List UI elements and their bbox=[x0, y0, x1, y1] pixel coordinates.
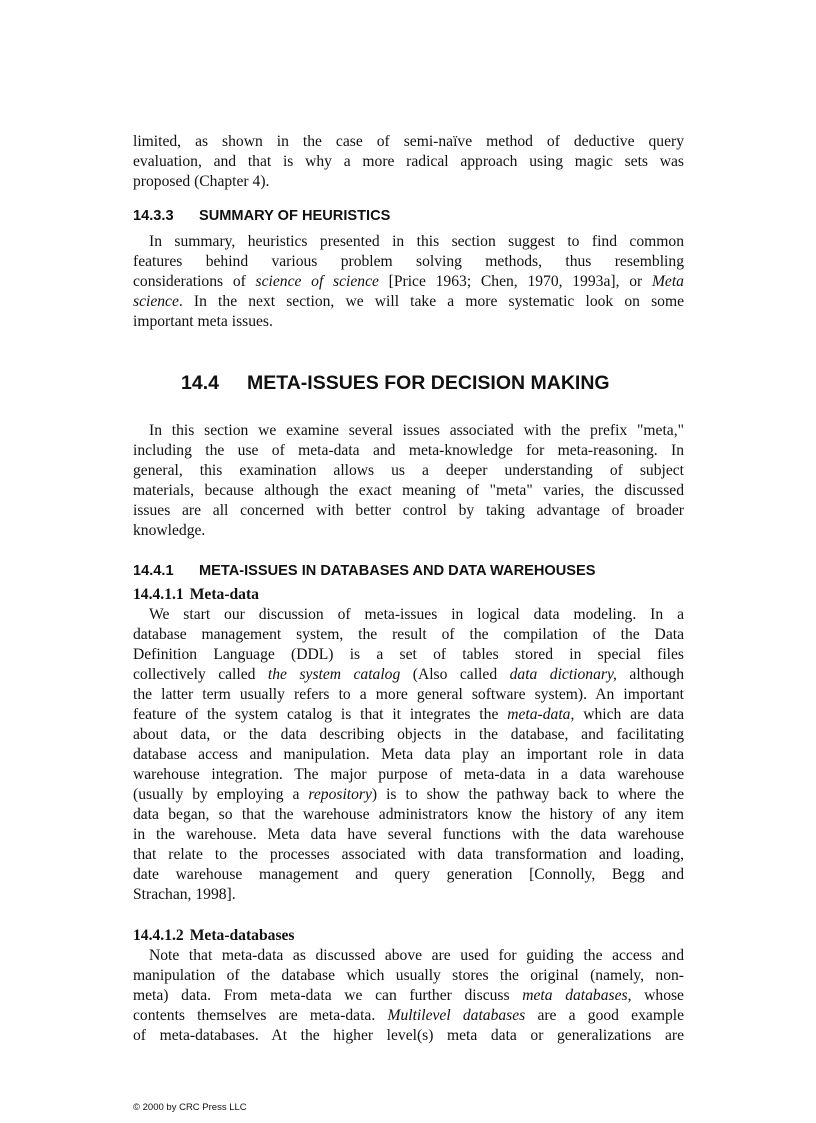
text-segment: warehouse integration. The major purpose of meta-data in a data warehouse bbox=[133, 766, 684, 783]
text-segment: , which are data bbox=[570, 706, 684, 723]
text-segment: features behind various problem solving methods, thus resembling bbox=[133, 253, 684, 270]
text-segment: about data, or the data describing objects in the database, and facilitating bbox=[133, 726, 684, 743]
text-line bbox=[133, 461, 684, 481]
text-segment: Definition Language (DDL) is a set of tables stored in special files bbox=[133, 646, 684, 663]
italic-term: repository bbox=[308, 786, 372, 803]
text-line bbox=[133, 521, 684, 541]
text-line bbox=[133, 966, 684, 986]
subsection-number: 14.4.1.2 bbox=[133, 927, 184, 944]
italic-term: science of science bbox=[255, 273, 379, 290]
section-title: SUMMARY OF HEURISTICS bbox=[199, 208, 391, 224]
paragraph-summary bbox=[133, 232, 684, 332]
italic-term: science bbox=[133, 293, 179, 310]
paragraph-meta-databases bbox=[133, 946, 684, 1046]
text-segment: although bbox=[616, 666, 684, 683]
section-number: 14.4 bbox=[181, 372, 219, 394]
text-line bbox=[133, 845, 684, 865]
paragraph-meta-issues-intro bbox=[133, 421, 684, 541]
text-segment: database access and manipulation. Meta data play an important role in data bbox=[133, 746, 684, 763]
text-segment: in the warehouse. Meta data have several functions with the data warehouse bbox=[133, 826, 684, 843]
text-line bbox=[133, 481, 684, 501]
text-line bbox=[133, 745, 684, 765]
text-segment: knowledge. bbox=[133, 522, 206, 539]
italic-term: meta-data bbox=[507, 706, 571, 723]
text-line bbox=[133, 785, 684, 805]
text-segment: contents themselves are meta-data. bbox=[133, 1007, 388, 1024]
text-line bbox=[133, 946, 684, 966]
section-number: 14.4.1 bbox=[133, 563, 174, 579]
subsection-heading-14-4-1-1 bbox=[133, 585, 684, 605]
subsection-title: Meta-databases bbox=[189, 927, 295, 944]
text-line bbox=[133, 725, 684, 745]
section-title: META-ISSUES IN DATABASES AND DATA WAREHOUSES bbox=[199, 563, 596, 579]
text-segment: considerations of bbox=[133, 273, 256, 290]
italic-term: meta databases bbox=[522, 987, 628, 1004]
text-line bbox=[133, 805, 684, 825]
text-segment: Note that meta-data as discussed above are used for guiding the access and bbox=[149, 947, 684, 964]
text-segment: are a good example bbox=[525, 1007, 684, 1024]
section-heading-14-4-1 bbox=[133, 561, 684, 581]
text-segment: (usually by employing a bbox=[133, 786, 309, 803]
text-line bbox=[133, 765, 684, 785]
text-segment: data began, so that the warehouse administrators know the history of any item bbox=[133, 806, 684, 823]
text-segment: of meta-databases. At the higher level(s) meta data or generalizations are bbox=[133, 1027, 684, 1044]
text-line bbox=[133, 865, 684, 885]
text-segment: important meta issues. bbox=[133, 313, 273, 330]
text-segment: , whose bbox=[627, 987, 684, 1004]
text-line bbox=[133, 421, 684, 441]
text-segment: materials, because although the exact meaning of "meta" varies, the discussed bbox=[133, 482, 684, 499]
text-segment: . In the next section, we will take a more systematic look on some bbox=[178, 293, 684, 310]
paragraph-intro-continuation bbox=[133, 132, 684, 192]
text-segment: feature of the system catalog is that it integrates the bbox=[133, 706, 508, 723]
text-segment: meta) data. From meta-data we can further discuss bbox=[133, 987, 523, 1004]
text-line bbox=[133, 825, 684, 845]
section-title: META-ISSUES FOR DECISION MAKING bbox=[247, 372, 610, 394]
text-segment: Strachan, 1998]. bbox=[133, 886, 236, 903]
subsection-heading-14-4-1-2 bbox=[133, 926, 684, 946]
text-segment: collectively called bbox=[133, 666, 268, 683]
text-line bbox=[133, 172, 684, 192]
text-line bbox=[133, 501, 684, 521]
text-segment: [Price 1963; Chen, 1970, 1993a], or bbox=[378, 273, 652, 290]
italic-term: the system catalog bbox=[267, 666, 401, 683]
text-segment: In this section we examine several issues associated with the prefix "meta," bbox=[149, 422, 684, 439]
text-line bbox=[133, 1026, 684, 1046]
text-line bbox=[133, 605, 684, 625]
text-segment: (Also called bbox=[400, 666, 510, 683]
text-segment: that relate to the processes associated with data transformation and loading, bbox=[133, 846, 684, 863]
text-line bbox=[133, 986, 684, 1006]
italic-term: Meta bbox=[651, 273, 684, 290]
text-segment: limited, as shown in the case of semi-naïve method of deductive query bbox=[133, 133, 684, 150]
text-segment: We start our discussion of meta-issues in logical data modeling. In a bbox=[149, 606, 684, 623]
text-line bbox=[133, 645, 684, 665]
subsection-title: Meta-data bbox=[189, 586, 259, 603]
paragraph-meta-data bbox=[133, 605, 684, 905]
text-segment: general, this examination allows us a deeper understanding of subject bbox=[133, 462, 684, 479]
text-line bbox=[133, 625, 684, 645]
text-line bbox=[133, 152, 684, 172]
text-segment: the latter term usually refers to a more general software system). An important bbox=[133, 686, 684, 703]
text-segment: manipulation of the database which usually stores the original (namely, non- bbox=[133, 967, 684, 984]
text-segment: In summary, heuristics presented in this section suggest to find common bbox=[149, 233, 684, 250]
text-line bbox=[133, 705, 684, 725]
text-line bbox=[133, 885, 684, 905]
text-segment: proposed (Chapter 4). bbox=[133, 173, 270, 190]
text-line bbox=[133, 685, 684, 705]
text-segment: issues are all concerned with better control by taking advantage of broader bbox=[133, 502, 684, 519]
text-line bbox=[133, 1006, 684, 1026]
italic-term: Multilevel databases bbox=[387, 1007, 526, 1024]
text-segment: database management system, the result of the compilation of the Data bbox=[133, 626, 684, 643]
text-line bbox=[133, 441, 684, 461]
text-line bbox=[133, 665, 684, 685]
text-line bbox=[133, 232, 684, 252]
text-line bbox=[133, 272, 684, 292]
text-line bbox=[133, 132, 684, 152]
copyright-footer: © 2000 by CRC Press LLC bbox=[133, 1102, 247, 1113]
section-heading-14-4 bbox=[181, 369, 610, 397]
text-segment: date warehouse management and query generation [Connolly, Begg and bbox=[133, 866, 684, 883]
text-line bbox=[133, 312, 684, 332]
text-segment: evaluation, and that is why a more radical approach using magic sets was bbox=[133, 153, 684, 170]
subsection-number: 14.4.1.1 bbox=[133, 586, 184, 603]
italic-term: data dictionary, bbox=[509, 666, 617, 683]
text-segment: including the use of meta-data and meta-knowledge for meta-reasoning. In bbox=[133, 442, 684, 459]
text-line bbox=[133, 292, 684, 312]
text-segment: ) is to show the pathway back to where the bbox=[371, 786, 684, 803]
text-line bbox=[133, 252, 684, 272]
section-heading-14-3-3 bbox=[133, 206, 684, 226]
section-number: 14.3.3 bbox=[133, 208, 174, 224]
